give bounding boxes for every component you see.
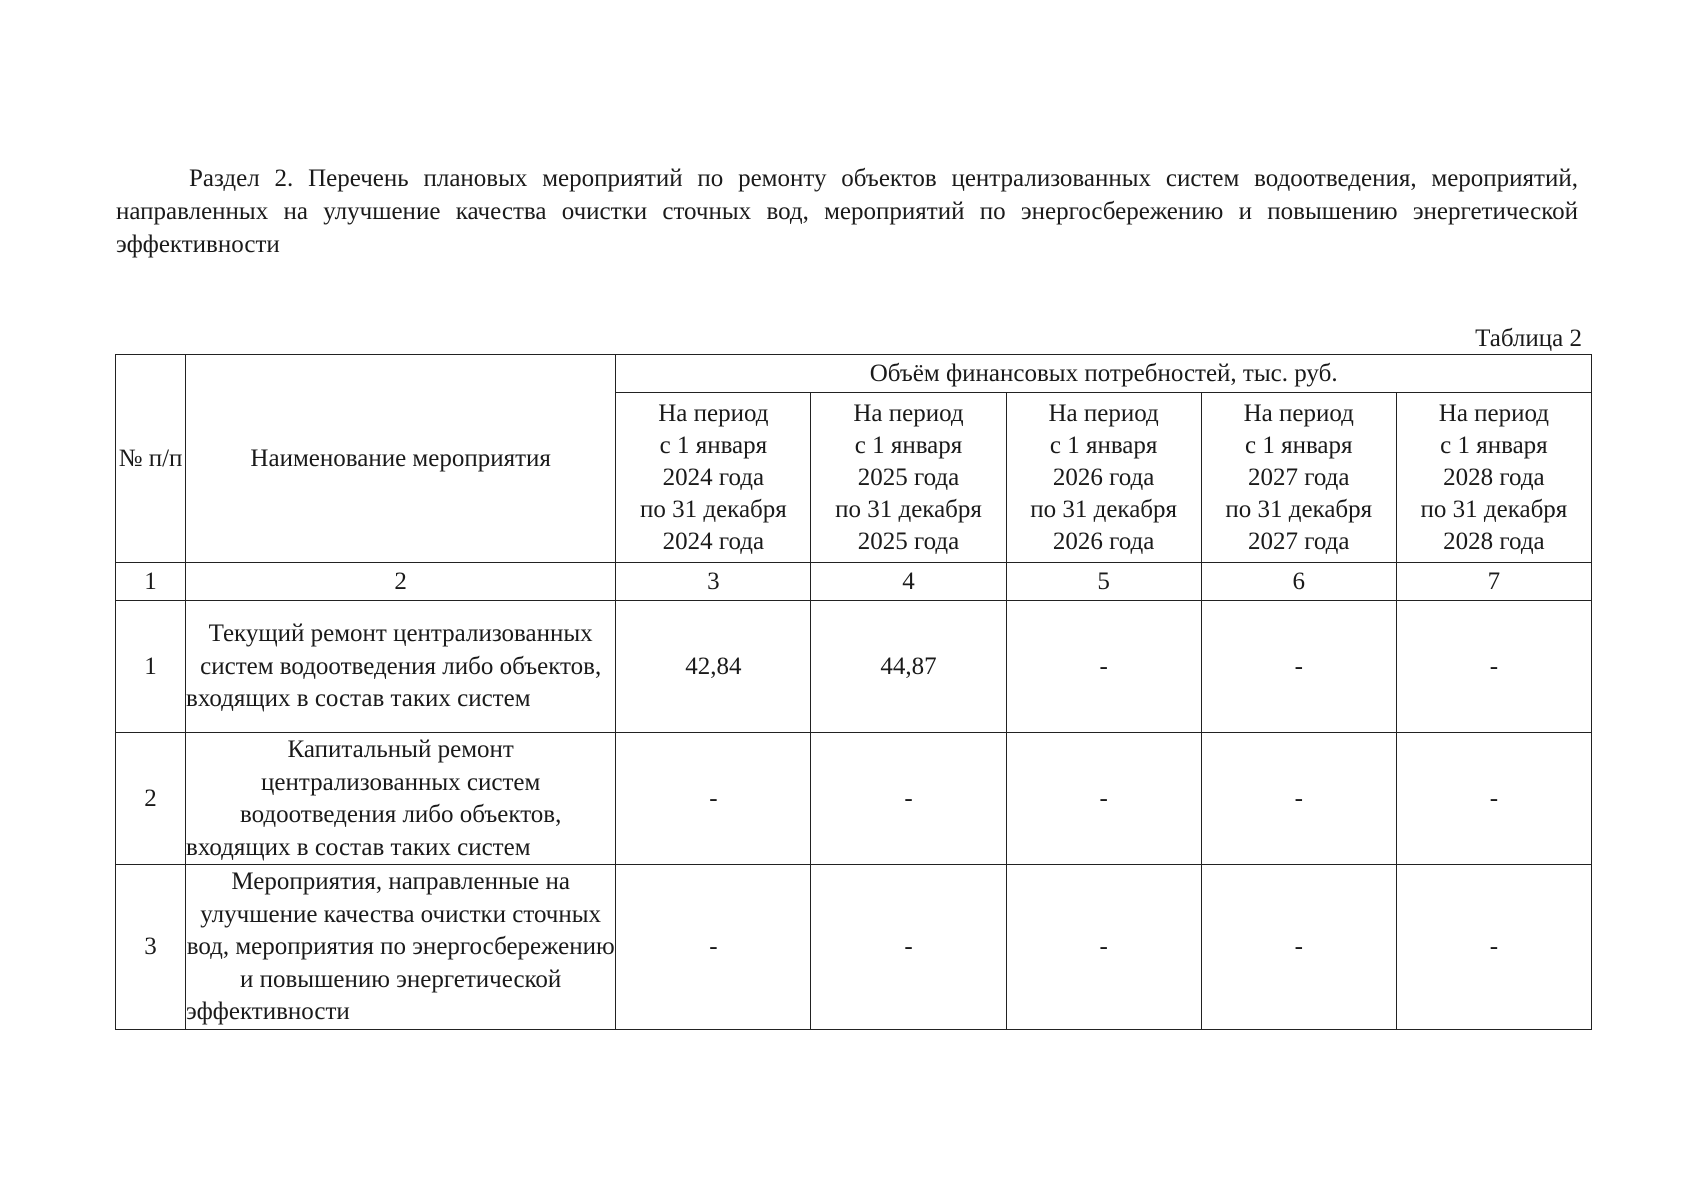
value-cell: - <box>1201 733 1396 865</box>
table-row <box>116 865 1592 1030</box>
column-number: 6 <box>1201 563 1396 601</box>
column-number: 2 <box>186 563 616 601</box>
value-cell: - <box>1396 733 1591 865</box>
column-number-row <box>116 563 1592 601</box>
table-row <box>116 601 1592 733</box>
value-cell: 42,84 <box>616 601 811 733</box>
activity-name: Капитальный ремонт централизованных систем водоотведения либо объектов, входящих в состав таких систем <box>186 733 616 865</box>
value-cell: - <box>811 865 1006 1030</box>
header-period-2028: На период с 1 января 2028 года по 31 декабря 2028 года <box>1396 393 1591 563</box>
value-cell: - <box>811 733 1006 865</box>
value-cell: 44,87 <box>811 601 1006 733</box>
column-number: 7 <box>1396 563 1591 601</box>
column-number: 4 <box>811 563 1006 601</box>
activity-name: Текущий ремонт централизованных систем водоотведения либо объектов, входящих в состав таких систем <box>186 601 616 733</box>
header-group: Объём финансовых потребностей, тыс. руб. <box>616 355 1592 393</box>
column-number: 1 <box>116 563 186 601</box>
value-cell: - <box>1396 865 1591 1030</box>
value-cell: - <box>1201 865 1396 1030</box>
table-caption: Таблица 2 <box>1475 325 1582 352</box>
header-period-2027: На период с 1 января 2027 года по 31 декабря 2027 года <box>1201 393 1396 563</box>
row-number: 2 <box>116 733 186 865</box>
column-number: 5 <box>1006 563 1201 601</box>
value-cell: - <box>1006 733 1201 865</box>
table-row <box>116 733 1592 865</box>
activity-name: Мероприятия, направленные на улучшение качества очистки сточных вод, мероприятия по энергосбережению и повышению энергетической эффективности <box>186 865 616 1030</box>
column-number: 3 <box>616 563 811 601</box>
row-number: 1 <box>116 601 186 733</box>
financial-needs-table <box>115 354 1592 1030</box>
header-name: Наименование мероприятия <box>186 355 616 563</box>
value-cell: - <box>616 865 811 1030</box>
value-cell: - <box>1201 601 1396 733</box>
value-cell: - <box>1006 865 1201 1030</box>
header-period-2025: На период с 1 января 2025 года по 31 декабря 2025 года <box>811 393 1006 563</box>
row-number: 3 <box>116 865 186 1030</box>
value-cell: - <box>1006 601 1201 733</box>
value-cell: - <box>1396 601 1591 733</box>
section-heading: Раздел 2. Перечень плановых мероприятий по ремонту объектов централизованных систем водоотведения, мероприятий, направленных на улучшение качества очистки сточных вод, мероприятий по энергосбережению и повышению энергетической эффективности <box>116 165 1578 258</box>
header-period-2026: На период с 1 января 2026 года по 31 декабря 2026 года <box>1006 393 1201 563</box>
header-no: № п/п <box>116 355 186 563</box>
header-period-2024: На период с 1 января 2024 года по 31 декабря 2024 года <box>616 393 811 563</box>
value-cell: - <box>616 733 811 865</box>
